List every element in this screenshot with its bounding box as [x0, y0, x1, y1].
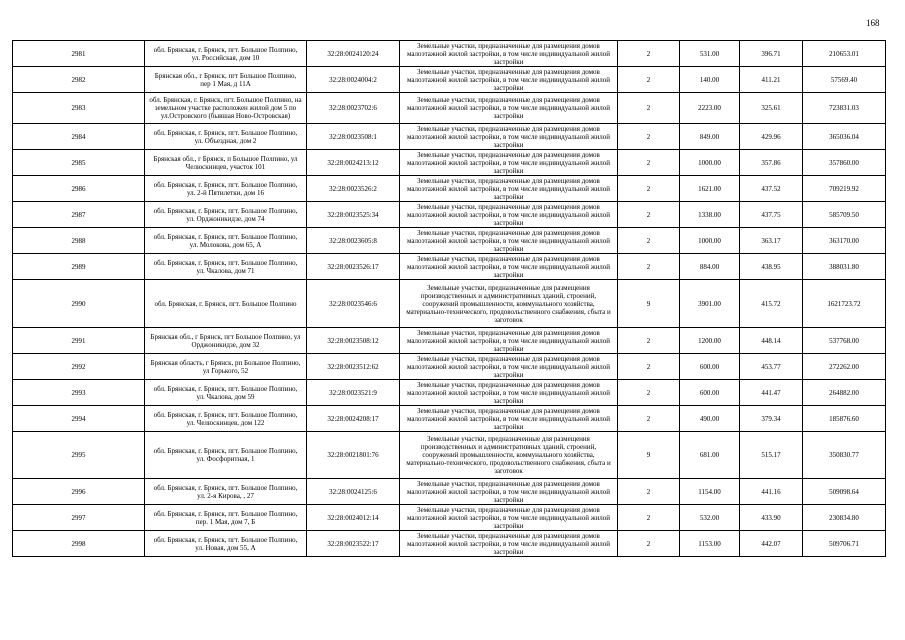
address-cell: обл. Брянская, г. Брянск, пгт. Большое Полпино, ул. Новая, дом 55, А — [145, 531, 307, 557]
area-cell: 600.00 — [680, 380, 740, 406]
specific-value-cell: 442.07 — [740, 531, 803, 557]
area-cell: 1000.00 — [680, 228, 740, 254]
table-body — [13, 41, 886, 557]
address-cell: Брянская область, г Брянск, рп Большое Полпино, ул Горького, 52 — [145, 354, 307, 380]
cadastral-number-cell: 32:28:0024004:2 — [307, 67, 400, 93]
land-use-purpose-cell: Земельные участки, предназначенные для размещения домов малоэтажной жилой застройки, в том числе индивидуальной жилой застройки — [400, 150, 618, 176]
table-row — [13, 432, 886, 479]
cadastral-value-cell: 585709.50 — [803, 202, 886, 228]
row-number-cell: 2988 — [13, 228, 145, 254]
table-row — [13, 228, 886, 254]
cadastral-number-cell: 32:28:0023521:9 — [307, 380, 400, 406]
address-cell: обл. Брянская, г. Брянск, пгт. Большое Полпино, ул. Челюскинцев, дом 122 — [145, 406, 307, 432]
table-row — [13, 479, 886, 505]
cadastral-number-cell: 32:28:0023522:17 — [307, 531, 400, 557]
specific-value-cell: 396.71 — [740, 41, 803, 67]
land-use-purpose-cell: Земельные участки, предназначенные для размещения домов малоэтажной жилой застройки, в том числе индивидуальной жилой застройки — [400, 380, 618, 406]
cadastral-value-cell: 185876.60 — [803, 406, 886, 432]
cadastral-number-cell: 32:28:0023702:6 — [307, 93, 400, 124]
use-group-cell: 2 — [618, 531, 680, 557]
cadastral-value-cell: 264882.00 — [803, 380, 886, 406]
cadastral-number-cell: 32:28:0023546:6 — [307, 280, 400, 328]
table-row — [13, 124, 886, 150]
cadastral-value-cell: 363170.00 — [803, 228, 886, 254]
cadastral-value-cell: 1621723.72 — [803, 280, 886, 328]
use-group-cell: 2 — [618, 254, 680, 280]
cadastral-number-cell: 32:28:0024213:12 — [307, 150, 400, 176]
specific-value-cell: 415.72 — [740, 280, 803, 328]
cadastral-value-cell: 57569.40 — [803, 67, 886, 93]
specific-value-cell: 437.75 — [740, 202, 803, 228]
table-row — [13, 254, 886, 280]
table-row — [13, 280, 886, 328]
area-cell: 1153.00 — [680, 531, 740, 557]
page-number: 168 — [866, 18, 880, 28]
address-cell: Брянская обл., г Брянск, пгт Большое Полпино, пер 1 Мая, д 11А — [145, 67, 307, 93]
table-row — [13, 531, 886, 557]
address-cell: обл. Брянская, г. Брянск, пгт. Большое Полпино, ул. 2-я Кирова, , 27 — [145, 479, 307, 505]
table-row — [13, 176, 886, 202]
cadastral-value-cell: 357860.00 — [803, 150, 886, 176]
specific-value-cell: 363.17 — [740, 228, 803, 254]
area-cell: 681.00 — [680, 432, 740, 479]
use-group-cell: 2 — [618, 479, 680, 505]
specific-value-cell: 429.96 — [740, 124, 803, 150]
table-row — [13, 354, 886, 380]
land-use-purpose-cell: Земельные участки, предназначенные для размещения домов малоэтажной жилой застройки, в том числе индивидуальной жилой застройки — [400, 505, 618, 531]
row-number-cell: 2981 — [13, 41, 145, 67]
row-number-cell: 2985 — [13, 150, 145, 176]
area-cell: 490.00 — [680, 406, 740, 432]
address-cell: обл. Брянская, г. Брянск, пгт. Большое Полпино, ул. Молокова, дом 65, А — [145, 228, 307, 254]
row-number-cell: 2994 — [13, 406, 145, 432]
use-group-cell: 2 — [618, 41, 680, 67]
specific-value-cell: 325.61 — [740, 93, 803, 124]
table-row — [13, 93, 886, 124]
address-cell: Брянская обл., г Брянск, пгт Большое Полпино, ул Орджоникидзе, дом 32 — [145, 328, 307, 354]
specific-value-cell: 441.47 — [740, 380, 803, 406]
specific-value-cell: 357.86 — [740, 150, 803, 176]
use-group-cell: 2 — [618, 406, 680, 432]
cadastral-value-table — [12, 40, 886, 557]
cadastral-number-cell: 32:28:0023526:17 — [307, 254, 400, 280]
use-group-cell: 2 — [618, 380, 680, 406]
use-group-cell: 2 — [618, 67, 680, 93]
land-use-purpose-cell: Земельные участки, предназначенные для размещения домов малоэтажной жилой застройки, в том числе индивидуальной жилой застройки — [400, 328, 618, 354]
row-number-cell: 2987 — [13, 202, 145, 228]
specific-value-cell: 411.21 — [740, 67, 803, 93]
table-row — [13, 150, 886, 176]
row-number-cell: 2993 — [13, 380, 145, 406]
use-group-cell: 2 — [618, 228, 680, 254]
address-cell: обл. Брянская, г. Брянск, пгт. Большое Полпино, ул. Чкалова, дом 71 — [145, 254, 307, 280]
cadastral-number-cell: 32:28:0024208:17 — [307, 406, 400, 432]
row-number-cell: 2982 — [13, 67, 145, 93]
table-row — [13, 380, 886, 406]
land-use-purpose-cell: Земельные участки, предназначенные для размещения домов малоэтажной жилой застройки, в том числе индивидуальной жилой застройки — [400, 479, 618, 505]
row-number-cell: 2983 — [13, 93, 145, 124]
land-use-purpose-cell: Земельные участки, предназначенные для размещения домов малоэтажной жилой застройки, в том числе индивидуальной жилой застройки — [400, 531, 618, 557]
address-cell: обл. Брянская, г. Брянск, пгт. Большое Полпино, ул. Орджоникидзе, дом 74 — [145, 202, 307, 228]
land-use-purpose-cell: Земельные участки, предназначенные для размещения домов малоэтажной жилой застройки, в том числе индивидуальной жилой застройки — [400, 124, 618, 150]
use-group-cell: 2 — [618, 150, 680, 176]
cadastral-value-cell: 709219.92 — [803, 176, 886, 202]
use-group-cell: 2 — [618, 505, 680, 531]
cadastral-value-cell: 365036.04 — [803, 124, 886, 150]
cadastral-value-cell: 230834.80 — [803, 505, 886, 531]
land-use-purpose-cell: Земельные участки, предназначенные для размещения домов малоэтажной жилой застройки, в том числе индивидуальной жилой застройки — [400, 228, 618, 254]
area-cell: 532.00 — [680, 505, 740, 531]
address-cell: обл. Брянская, г. Брянск, пгт. Большое Полпино, ул. Фосфоритная, 1 — [145, 432, 307, 479]
land-use-purpose-cell: Земельные участки, предназначенные для размещения производственных и административных зданий, строений, сооружений промышленности, коммунального хозяйства, материально-технического, продовольственного снабжения, сбыта и заготовок — [400, 280, 618, 328]
row-number-cell: 2991 — [13, 328, 145, 354]
area-cell: 1154.00 — [680, 479, 740, 505]
use-group-cell: 9 — [618, 280, 680, 328]
specific-value-cell: 448.14 — [740, 328, 803, 354]
use-group-cell: 2 — [618, 93, 680, 124]
use-group-cell: 2 — [618, 202, 680, 228]
address-cell: обл. Брянская, г. Брянск, пгт. Большое Полпино, пер. 1 Мая, дом 7, Б — [145, 505, 307, 531]
table-row — [13, 41, 886, 67]
cadastral-value-cell: 272262.00 — [803, 354, 886, 380]
specific-value-cell: 437.52 — [740, 176, 803, 202]
specific-value-cell: 433.90 — [740, 505, 803, 531]
area-cell: 2223.00 — [680, 93, 740, 124]
cadastral-number-cell: 32:28:0023525:34 — [307, 202, 400, 228]
row-number-cell: 2990 — [13, 280, 145, 328]
specific-value-cell: 379.34 — [740, 406, 803, 432]
land-use-purpose-cell: Земельные участки, предназначенные для размещения домов малоэтажной жилой застройки, в том числе индивидуальной жилой застройки — [400, 406, 618, 432]
row-number-cell: 2986 — [13, 176, 145, 202]
address-cell: обл. Брянская, г. Брянск, пгт. Большое Полпино, ул. Объездная, дом 2 — [145, 124, 307, 150]
land-use-purpose-cell: Земельные участки, предназначенные для размещения домов малоэтажной жилой застройки, в том числе индивидуальной жилой застройки — [400, 93, 618, 124]
table-row — [13, 202, 886, 228]
row-number-cell: 2984 — [13, 124, 145, 150]
cadastral-value-cell: 509098.64 — [803, 479, 886, 505]
specific-value-cell: 438.95 — [740, 254, 803, 280]
cadastral-value-cell: 210653.01 — [803, 41, 886, 67]
row-number-cell: 2995 — [13, 432, 145, 479]
area-cell: 1338.00 — [680, 202, 740, 228]
area-cell: 884.00 — [680, 254, 740, 280]
cadastral-number-cell: 32:28:0023526:2 — [307, 176, 400, 202]
cadastral-number-cell: 32:28:0021801:76 — [307, 432, 400, 479]
row-number-cell: 2997 — [13, 505, 145, 531]
area-cell: 531.00 — [680, 41, 740, 67]
address-cell: обл. Брянская, г. Брянск, пгт. Большое Полпино, ул. Российская, дом 10 — [145, 41, 307, 67]
area-cell: 140.00 — [680, 67, 740, 93]
land-use-purpose-cell: Земельные участки, предназначенные для размещения домов малоэтажной жилой застройки, в том числе индивидуальной жилой застройки — [400, 67, 618, 93]
cadastral-value-cell: 509706.71 — [803, 531, 886, 557]
area-cell: 849.00 — [680, 124, 740, 150]
cadastral-number-cell: 32:28:0024120:24 — [307, 41, 400, 67]
land-use-purpose-cell: Земельные участки, предназначенные для размещения домов малоэтажной жилой застройки, в том числе индивидуальной жилой застройки — [400, 254, 618, 280]
land-use-purpose-cell: Земельные участки, предназначенные для размещения домов малоэтажной жилой застройки, в том числе индивидуальной жилой застройки — [400, 176, 618, 202]
use-group-cell: 9 — [618, 432, 680, 479]
cadastral-number-cell: 32:28:0023508:1 — [307, 124, 400, 150]
area-cell: 1200.00 — [680, 328, 740, 354]
table-row — [13, 328, 886, 354]
cadastral-number-cell: 32:28:0024012:14 — [307, 505, 400, 531]
specific-value-cell: 441.16 — [740, 479, 803, 505]
address-cell: обл. Брянская, г. Брянск, пгт. Большое Полпино, ул. 2-й Пятилетки, дом 16 — [145, 176, 307, 202]
row-number-cell: 2989 — [13, 254, 145, 280]
table-row — [13, 505, 886, 531]
cadastral-number-cell: 32:28:0023512:62 — [307, 354, 400, 380]
cadastral-number-cell: 32:28:0023508:12 — [307, 328, 400, 354]
cadastral-value-cell: 350830.77 — [803, 432, 886, 479]
use-group-cell: 2 — [618, 328, 680, 354]
cadastral-number-cell: 32:28:0024125:6 — [307, 479, 400, 505]
specific-value-cell: 453.77 — [740, 354, 803, 380]
cadastral-value-cell: 388031.80 — [803, 254, 886, 280]
cadastral-number-cell: 32:28:0023605:8 — [307, 228, 400, 254]
area-cell: 1621.00 — [680, 176, 740, 202]
area-cell: 600.00 — [680, 354, 740, 380]
specific-value-cell: 515.17 — [740, 432, 803, 479]
address-cell: обл. Брянская, г. Брянск, пгт. Большое Полпино, на земельном участке расположен жилой дом 5 по ул.Островского (бывшая Ново-Островская) — [145, 93, 307, 124]
land-use-purpose-cell: Земельные участки, предназначенные для размещения домов малоэтажной жилой застройки, в том числе индивидуальной жилой застройки — [400, 41, 618, 67]
area-cell: 1000.00 — [680, 150, 740, 176]
area-cell: 3901.00 — [680, 280, 740, 328]
table-row — [13, 67, 886, 93]
use-group-cell: 2 — [618, 124, 680, 150]
row-number-cell: 2996 — [13, 479, 145, 505]
cadastral-value-cell: 537768.00 — [803, 328, 886, 354]
use-group-cell: 2 — [618, 176, 680, 202]
address-cell: обл. Брянская, г. Брянск, пгт. Большое Полпино — [145, 280, 307, 328]
use-group-cell: 2 — [618, 354, 680, 380]
table-row — [13, 406, 886, 432]
address-cell: обл. Брянская, г. Брянск, пгт. Большое Полпино, ул. Чкалова, дом 59 — [145, 380, 307, 406]
row-number-cell: 2998 — [13, 531, 145, 557]
address-cell: Брянская обл., г Брянск, п Большое Полпино, ул Челюскинцев, участок 101 — [145, 150, 307, 176]
land-use-purpose-cell: Земельные участки, предназначенные для размещения домов малоэтажной жилой застройки, в том числе индивидуальной жилой застройки — [400, 202, 618, 228]
land-use-purpose-cell: Земельные участки, предназначенные для размещения домов малоэтажной жилой застройки, в том числе индивидуальной жилой застройки — [400, 354, 618, 380]
row-number-cell: 2992 — [13, 354, 145, 380]
cadastral-value-cell: 723831.03 — [803, 93, 886, 124]
land-use-purpose-cell: Земельные участки, предназначенные для размещения производственных и административных зданий, строений, сооружений промышленности, коммунального хозяйства, материально-технического, продовольственного снабжения, сбыта и заготовок — [400, 432, 618, 479]
